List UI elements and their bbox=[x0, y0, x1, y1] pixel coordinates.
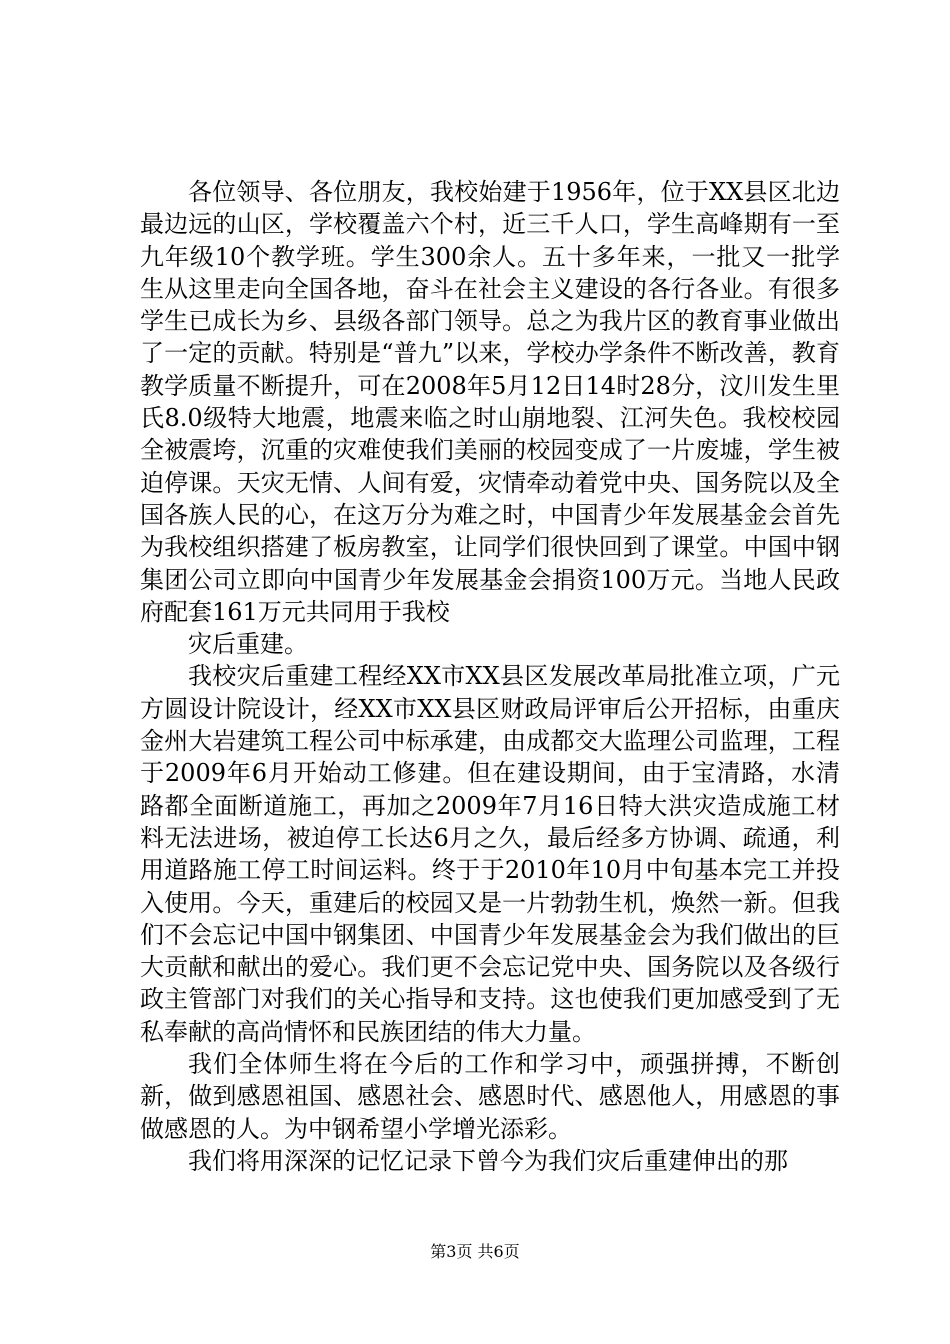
document-body bbox=[140, 176, 840, 1177]
paragraph-reconstruction-continued: 灾后重建。 bbox=[188, 630, 308, 659]
paragraph-gratitude: 我们全体师生将在今后的工作和学习中，顽强拼搏，不断创新，做到感恩祖国、感恩社会、感恩时代、感恩他人，用感恩的事做感恩的人。为中钢希望小学增光添彩。 bbox=[140, 1050, 840, 1143]
paragraph-school-history: 各位领导、各位朋友，我校始建于1956年，位于XX县区北边最边远的山区，学校覆盖六个村，近三千人口，学生高峰期有一至九年级10个教学班。学生300余人。五十多年来，一批又一批学生从这里走向全国各地，奋斗在社会主义建设的各行各业。有很多学生已成长为乡、县级各部门领导。总之为我片区的教育事业做出了一定的贡献。特别是“普九”以来，学校办学条件不断改善，教育教学质量不断提升，可在2008年5月12日14时28分，汶川发生里氏8.0级特大地震，地震来临之时山崩地裂、江河失色。我校校园全被震垮，沉重的灾难使我们美丽的校园变成了一片废墟，学生被迫停课。天灾无情、人间有爱，灾情牵动着党中央、国务院以及全国各族人民的心，在这万分为难之时，中国青少年发展基金会首先为我校组织搭建了板房教室，让同学们很快回到了课堂。中国中钢集团公司立即向中国青少年发展基金会捐资100万元。当地人民政府配套161万元共同用于我校 bbox=[140, 178, 840, 626]
paragraph-reconstruction-project: 我校灾后重建工程经XX市XX县区发展改革局批准立项，广元方圆设计院设计，经XX市XX县区财政局评审后公开招标，由重庆金州大岩建筑工程公司中标承建，由成都交大监理公司监理，工程于2009年6月开始动工修建。但在建设期间，由于宝清路，水清路都全面断道施工，再加之2009年7月16日特大洪灾造成施工材料无法进场，被迫停工长达6月之久，最后经多方协调、疏通，利用道路施工停工时间运料。终于于2010年10月中旬基本完工并投入使用。今天，重建后的校园又是一片勃勃生机，焕然一新。但我们不会忘记中国中钢集团、中国青少年发展基金会为我们做出的巨大贡献和献出的爱心。我们更不会忘记党中央、国务院以及各级行政主管部门对我们的关心指导和支持。这也使我们更加感受到了无私奉献的高尚情怀和民族团结的伟大力量。 bbox=[140, 662, 840, 1046]
paragraph-memory: 我们将用深深的记忆记录下曾今为我们灾后重建伸出的那 bbox=[188, 1146, 788, 1175]
page-number-footer: 第3页 共6页 bbox=[430, 1242, 520, 1261]
